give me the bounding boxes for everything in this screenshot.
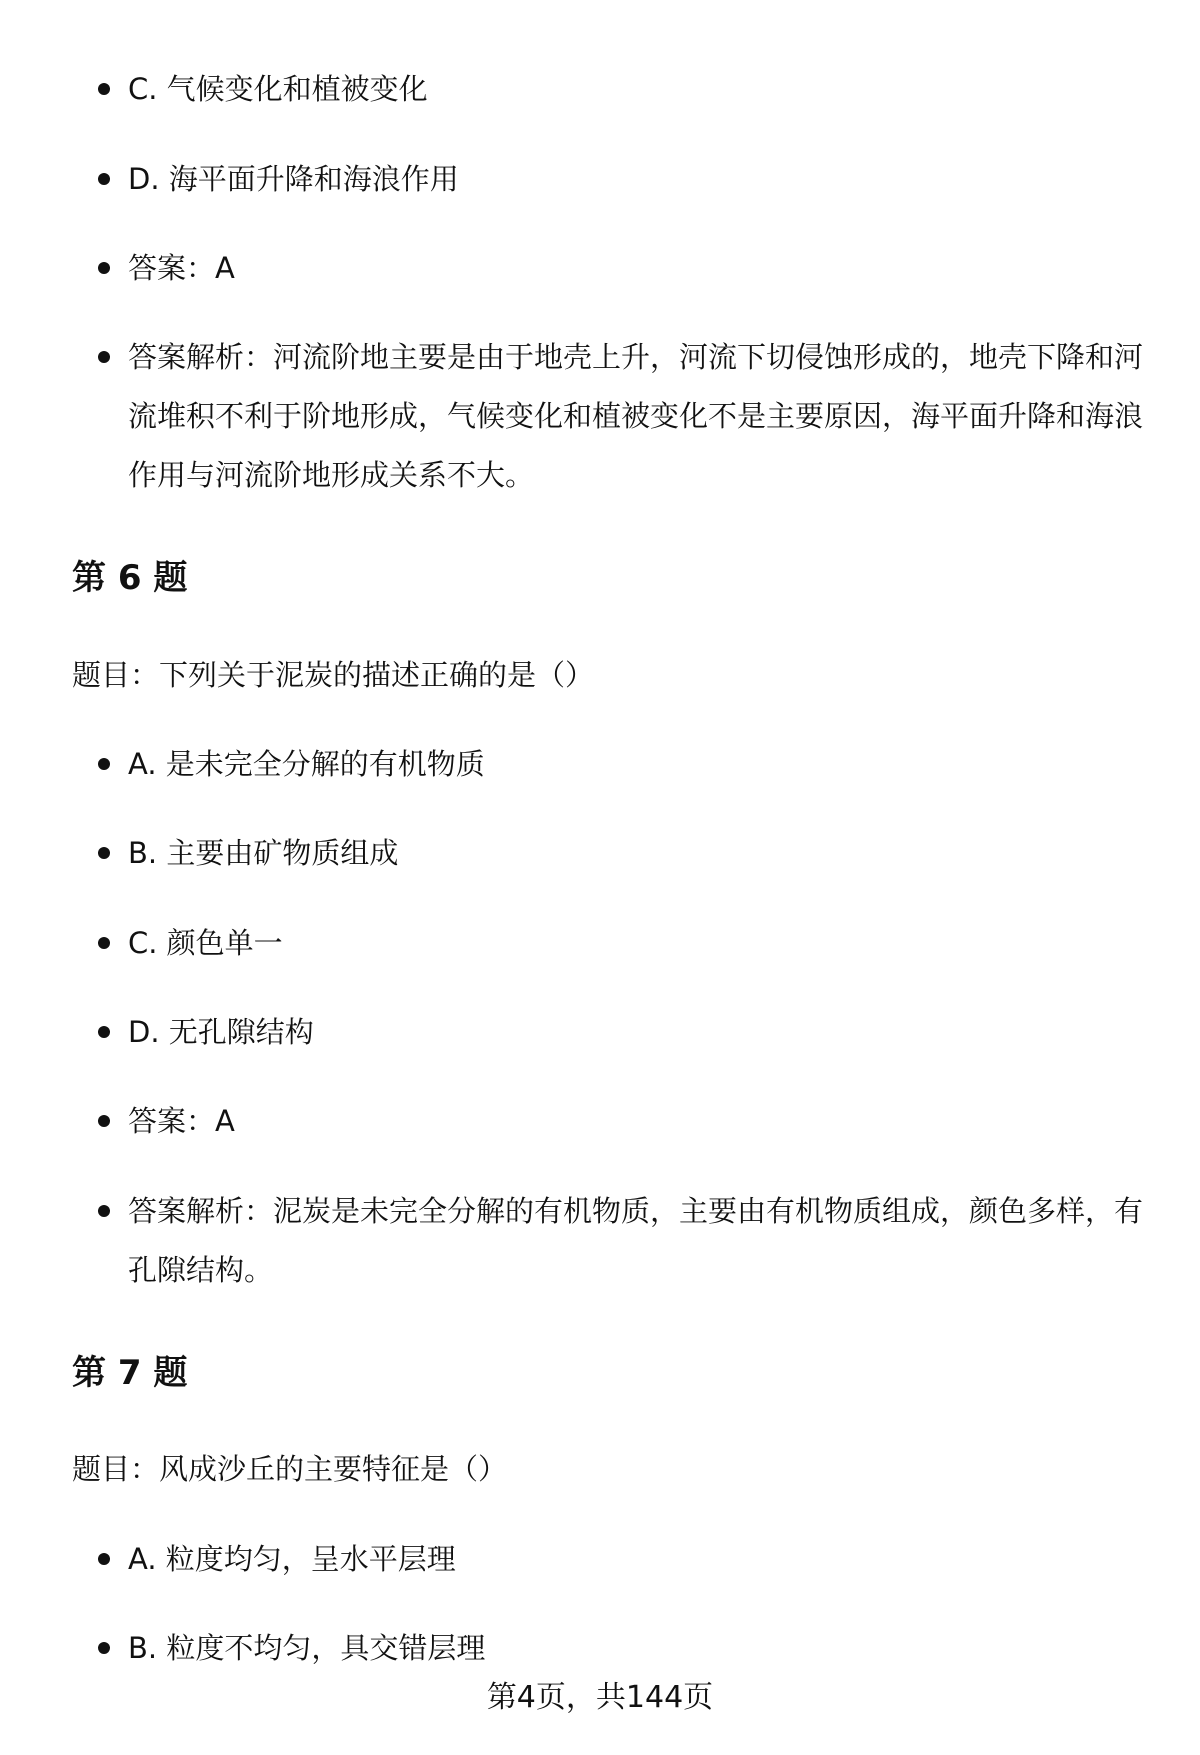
- answer-explanation-item: 答案解析：泥炭是未完全分解的有机物质，主要由有机物质组成，颜色多样，有孔隙结构。: [128, 1182, 1148, 1300]
- list-item: A. 粒度均匀，呈水平层理: [128, 1530, 1148, 1589]
- bullet-icon: [98, 351, 110, 363]
- list-item: B. 主要由矿物质组成: [128, 824, 1148, 883]
- bullet-icon: [98, 937, 110, 949]
- bullet-icon: [98, 1642, 110, 1654]
- answer-item: 答案：A: [128, 239, 1148, 298]
- answer-explanation-item: 答案解析：河流阶地主要是由于地壳上升，河流下切侵蚀形成的，地壳下降和河流堆积不利于阶地形成，气候变化和植被变化不是主要原因，海平面升降和海浪作用与河流阶地形成关系不大。: [128, 328, 1148, 505]
- bullet-icon: [98, 173, 110, 185]
- answer-item: 答案：A: [128, 1092, 1148, 1151]
- list-item: C. 气候变化和植被变化: [128, 60, 1148, 119]
- list-item: D. 海平面升降和海浪作用: [128, 150, 1148, 209]
- question-6-text: 题目：下列关于泥炭的描述正确的是（）: [72, 658, 595, 692]
- bullet-icon: [98, 262, 110, 274]
- list-item: D. 无孔隙结构: [128, 1003, 1148, 1062]
- question-6-heading: 第 6 题: [72, 558, 188, 598]
- question-7-text: 题目：风成沙丘的主要特征是（）: [72, 1452, 508, 1486]
- bullet-icon: [98, 1205, 110, 1217]
- page-number-footer: 第4页，共144页: [486, 1680, 714, 1715]
- bullet-icon: [98, 1026, 110, 1038]
- list-item: B. 粒度不均匀，具交错层理: [128, 1619, 1148, 1678]
- bullet-icon: [98, 1553, 110, 1565]
- bullet-icon: [98, 83, 110, 95]
- question-7-heading: 第 7 题: [72, 1353, 188, 1393]
- bullet-icon: [98, 847, 110, 859]
- list-item: A. 是未完全分解的有机物质: [128, 735, 1148, 794]
- bullet-icon: [98, 1115, 110, 1127]
- bullet-icon: [98, 758, 110, 770]
- list-item: C. 颜色单一: [128, 914, 1148, 973]
